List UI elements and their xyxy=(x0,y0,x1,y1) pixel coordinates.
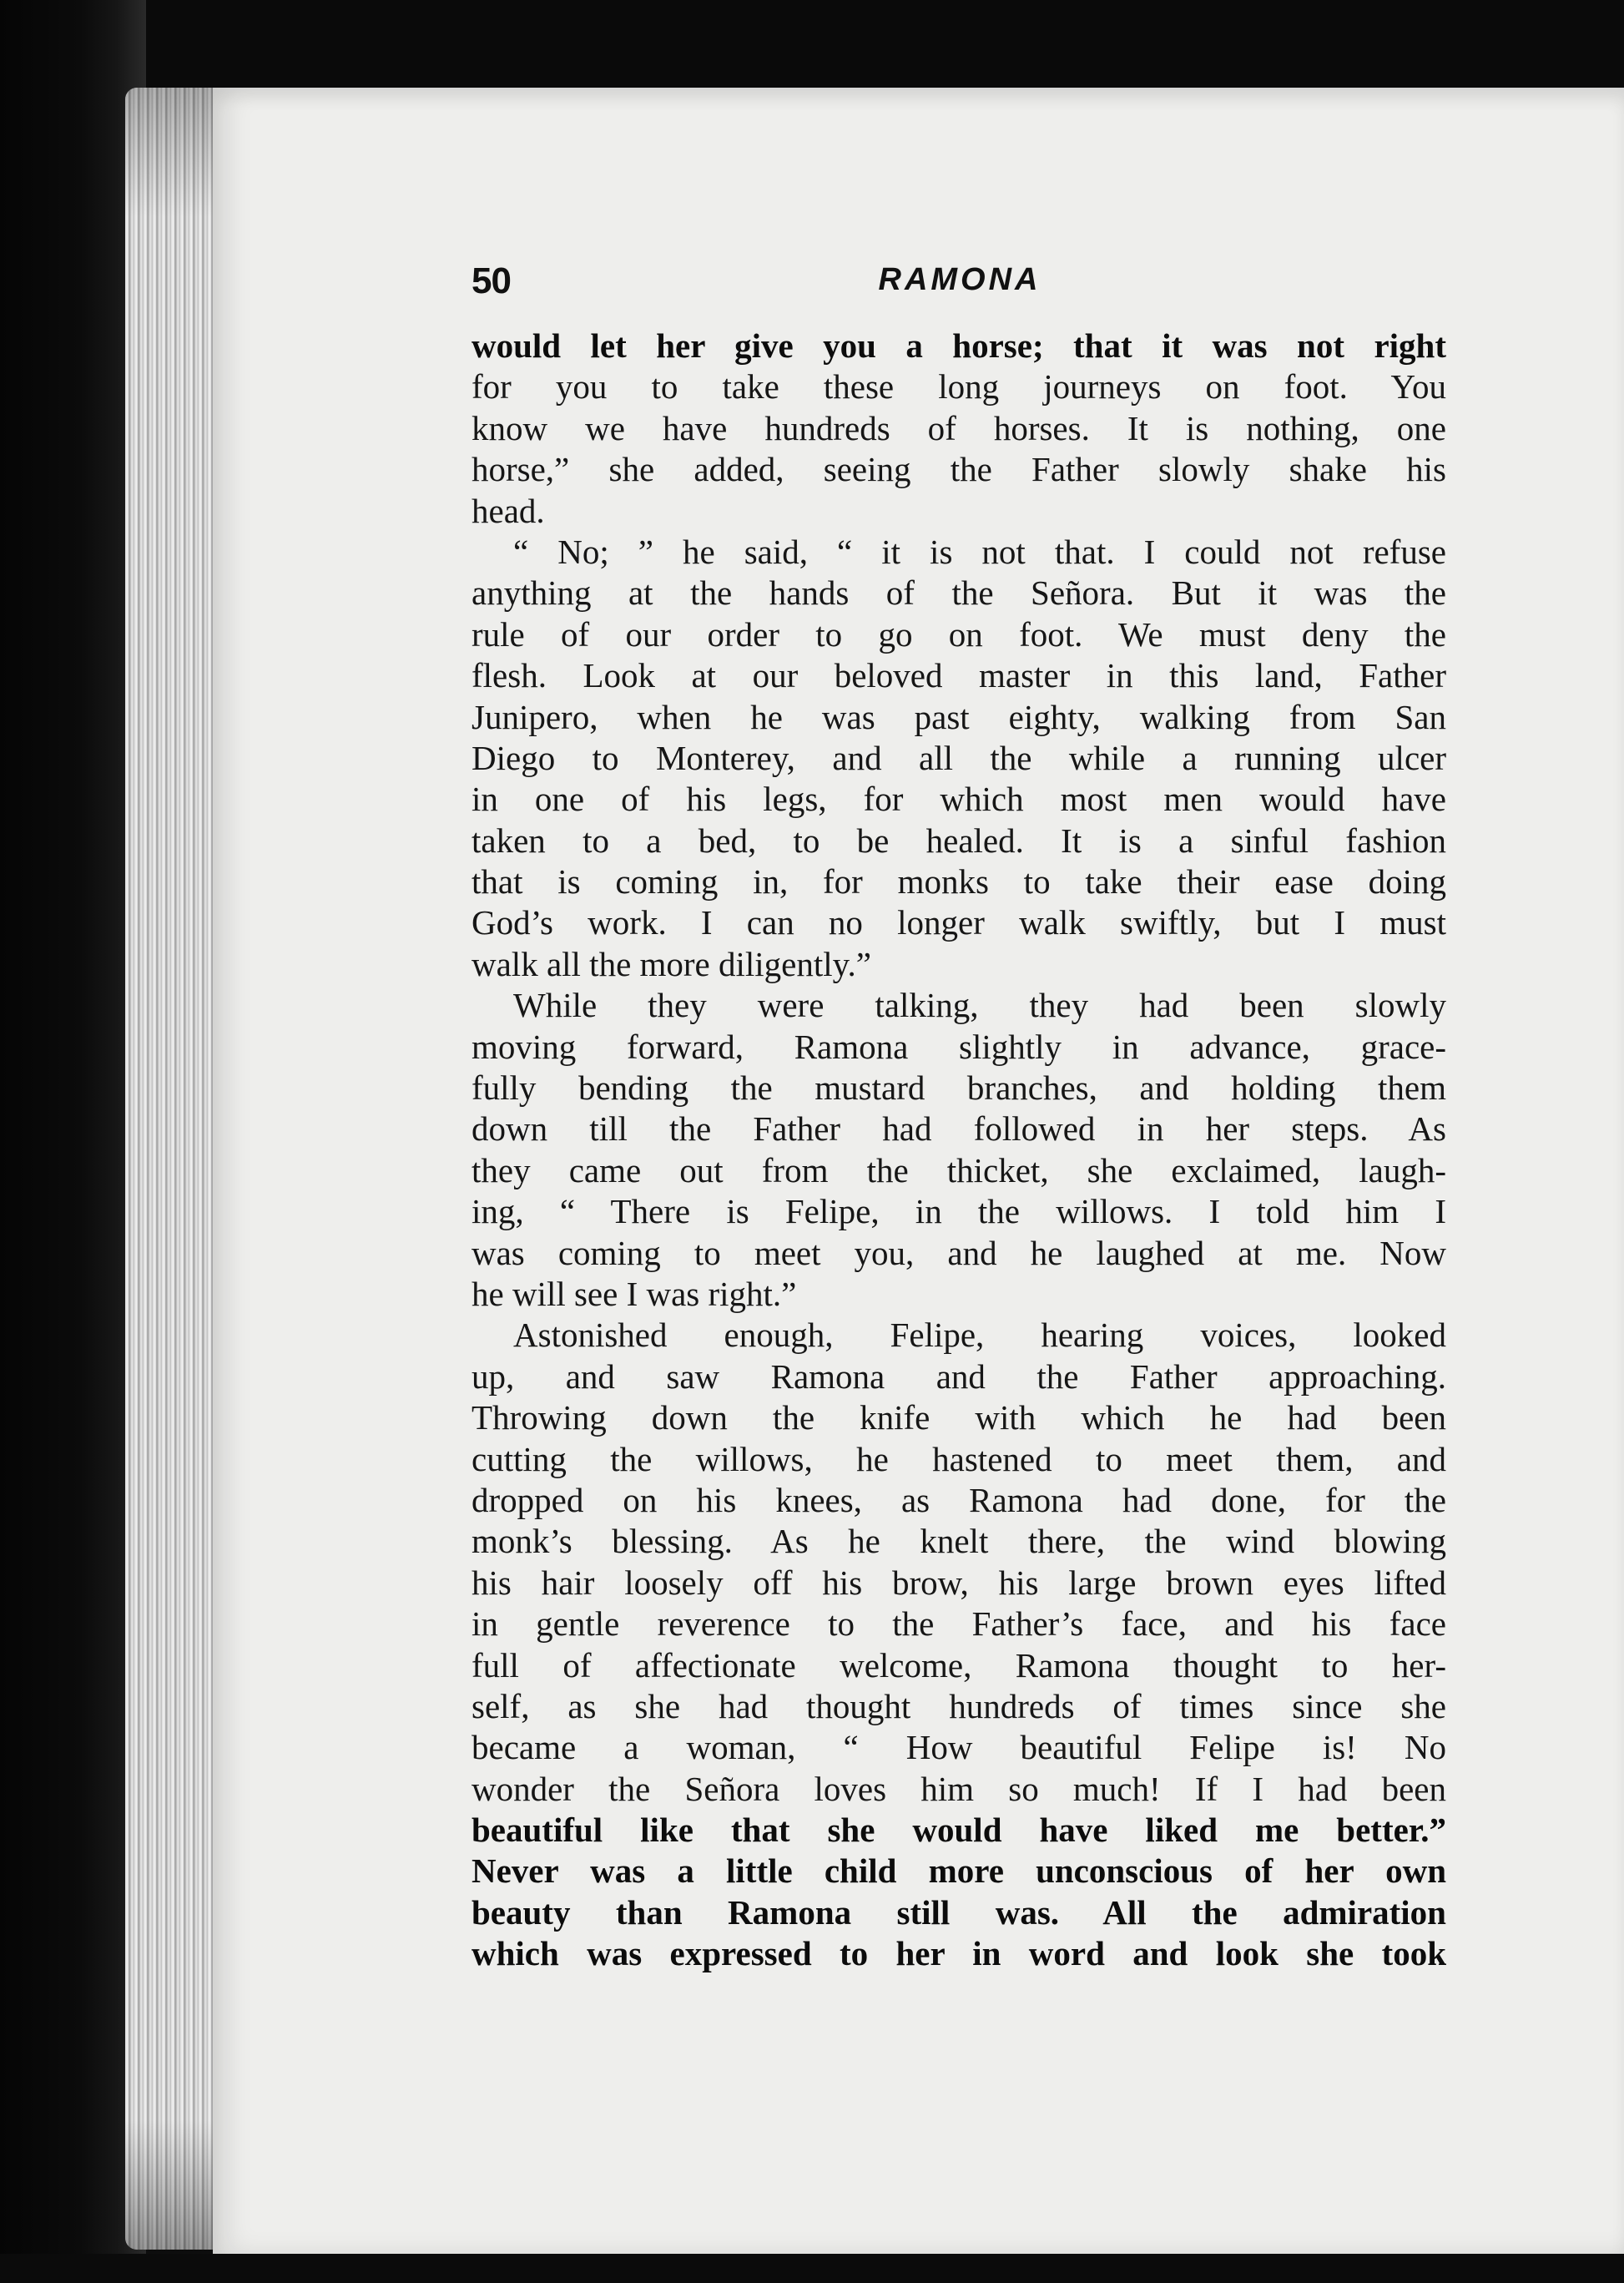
text-line: flesh. Look at our beloved master in this land, Father xyxy=(472,656,1446,695)
body-text xyxy=(472,326,1446,1975)
text-line: up, and saw Ramona and the Father approaching. xyxy=(472,1356,1446,1396)
text-line: Throwing down the knife with which he had been xyxy=(472,1398,1446,1437)
text-line: anything at the hands of the Señora. But it was the xyxy=(472,573,1446,613)
text-line: in one of his legs, for which most men would have xyxy=(472,780,1446,819)
scan-top-margin xyxy=(0,0,1624,88)
text-line: he will see I was right.” xyxy=(472,1274,797,1313)
text-line: full of affectionate welcome, Ramona thought to her- xyxy=(472,1645,1446,1684)
text-line: they came out from the thicket, she exclaimed, laugh- xyxy=(472,1150,1446,1189)
text-line: cutting the willows, he hastened to meet them, and xyxy=(472,1439,1446,1478)
text-line: moving forward, Ramona slightly in advance, grace- xyxy=(472,1027,1446,1066)
text-line: which was expressed to her in word and look she took xyxy=(472,1934,1446,1973)
text-line: ing, “ There is Felipe, in the willows. I told him I xyxy=(472,1192,1446,1231)
book-binding xyxy=(0,0,146,2283)
text-line: monk’s blessing. As he knelt there, the wind blowing xyxy=(472,1522,1446,1561)
text-line: beauty than Ramona still was. All the admiration xyxy=(472,1892,1446,1932)
scan-bottom-margin xyxy=(0,2254,1624,2283)
text-line: While they were talking, they had been slowly xyxy=(513,986,1446,1025)
text-line: Diego to Monterey, and all the while a running ulcer xyxy=(472,738,1446,777)
text-line: wonder the Señora loves him so much! If I had been xyxy=(472,1769,1446,1808)
page-header xyxy=(472,260,1448,311)
text-line: beautiful like that she would have liked me better.” xyxy=(472,1811,1446,1850)
text-line: fully bending the mustard branches, and holding them xyxy=(472,1068,1446,1108)
text-line: that is coming in, for monks to take their ease doing xyxy=(472,862,1446,902)
running-title: RAMONA xyxy=(878,262,1041,297)
text-line: Astonished enough, Felipe, hearing voices, looked xyxy=(513,1316,1446,1355)
text-line: God’s work. I can no longer walk swiftly, but I must xyxy=(472,903,1446,942)
text-line: would let her give you a horse; that it was not right xyxy=(472,326,1446,365)
page-edges-shadow xyxy=(125,88,217,2250)
text-line: Junipero, when he was past eighty, walking from San xyxy=(472,697,1446,736)
text-line: became a woman, “ How beautiful Felipe is! No xyxy=(472,1728,1446,1767)
text-line: head. xyxy=(472,491,545,530)
text-line: rule of our order to go on foot. We must deny the xyxy=(472,614,1446,654)
text-line: down till the Father had followed in her steps. As xyxy=(472,1109,1446,1149)
text-line: self, as she had thought hundreds of times since she xyxy=(472,1686,1446,1725)
text-line: in gentle reverence to the Father’s face, and his face xyxy=(472,1604,1446,1644)
text-line: walk all the more diligently.” xyxy=(472,944,871,983)
text-line: horse,” she added, seeing the Father slowly shake his xyxy=(472,450,1446,489)
text-line: know we have hundreds of horses. It is nothing, one xyxy=(472,408,1446,447)
text-line: Never was a little child more unconscious of her own xyxy=(472,1851,1446,1891)
text-line: “ No; ” he said, “ it is not that. I could not refuse xyxy=(513,532,1446,571)
text-line: his hair loosely off his brow, his large brown eyes lifted xyxy=(472,1563,1446,1602)
text-line: taken to a bed, to be healed. It is a sinful fashion xyxy=(472,821,1446,860)
page-number: 50 xyxy=(472,260,511,301)
text-line: was coming to meet you, and he laughed at me. Now xyxy=(472,1233,1446,1272)
text-line: dropped on his knees, as Ramona had done, for the xyxy=(472,1480,1446,1519)
text-line: for you to take these long journeys on foot. You xyxy=(472,367,1446,407)
